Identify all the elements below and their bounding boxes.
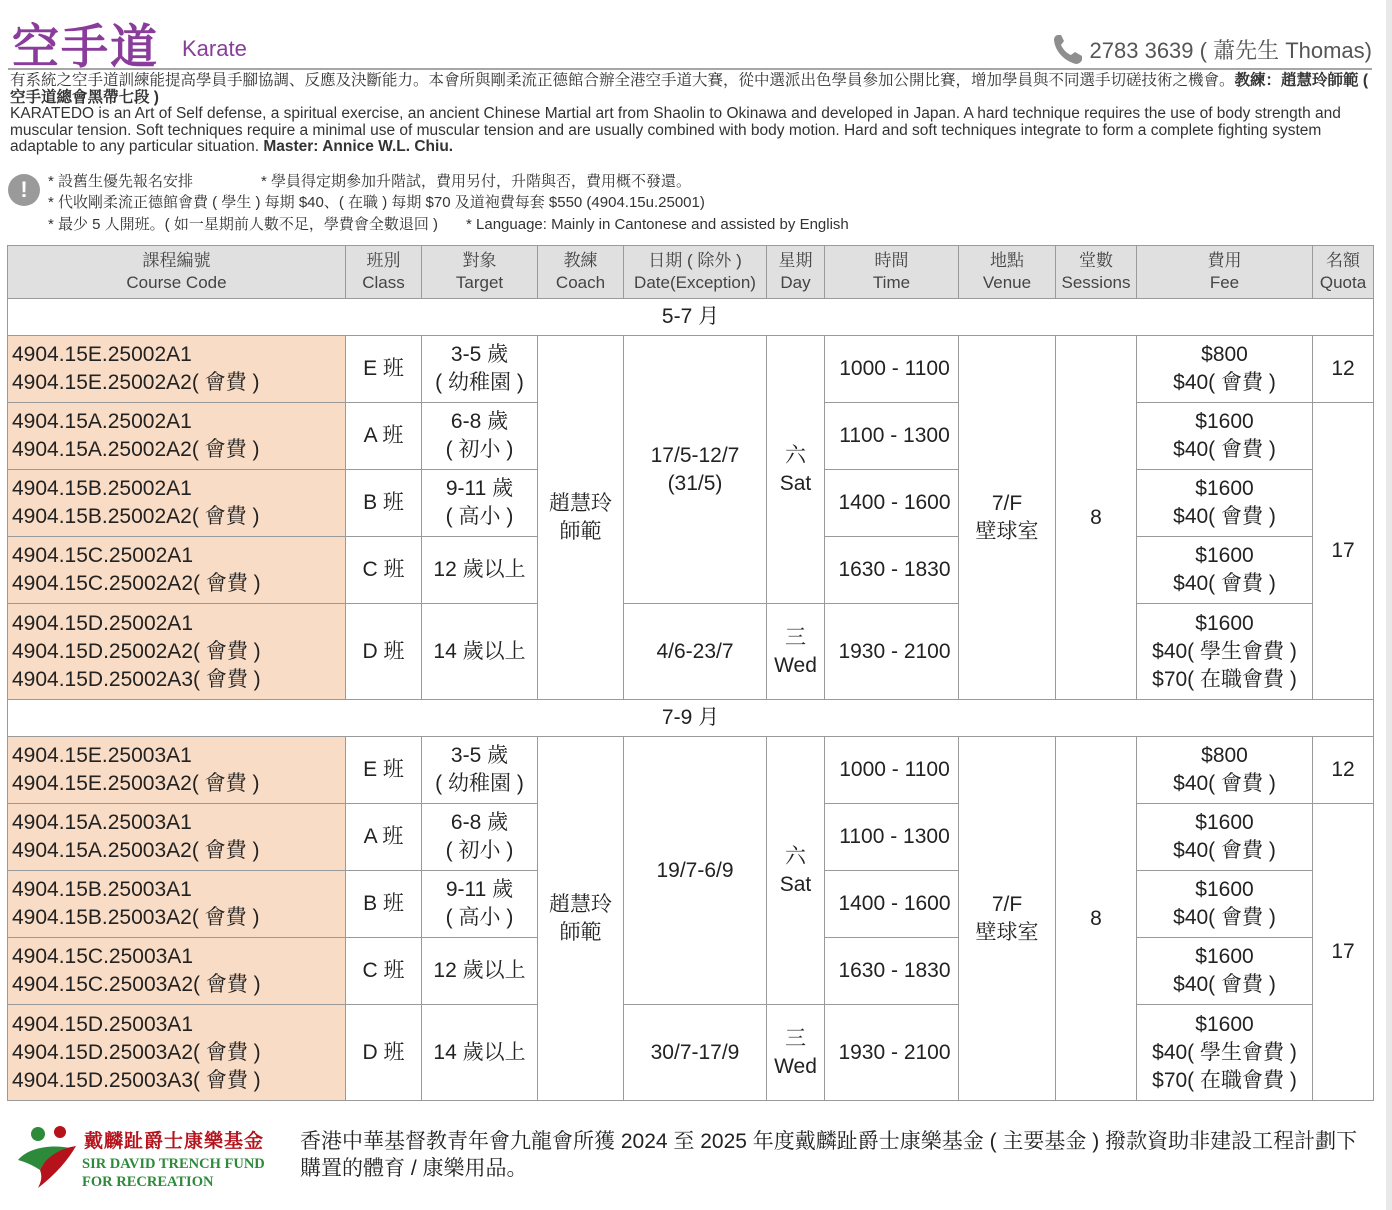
time-cell: 1400 - 1600 <box>825 470 959 537</box>
intro-paragraph <box>10 73 1368 156</box>
time-cell: 1930 - 2100 <box>825 604 959 700</box>
col-header-date: 日期 ( 除外 ) Date(Exception) <box>624 246 767 299</box>
section-period: 5-7 月 <box>8 299 1374 336</box>
phone-contact <box>1052 32 1372 66</box>
target-cell: 6-8 歲 ( 初小 ) <box>422 403 538 470</box>
info-icon: ! <box>8 174 40 206</box>
target-cell: 14 歲以上 <box>422 1005 538 1101</box>
time-cell: 1400 - 1600 <box>825 871 959 938</box>
coach-cell: 趙慧玲 師範 <box>538 336 624 700</box>
fee-cell: $1600 $40( 學生會費 ) $70( 在職會費 ) <box>1137 604 1313 700</box>
col-header-time: 時間 Time <box>825 246 959 299</box>
class-cell: E 班 <box>346 336 422 403</box>
course-code: 4904.15B.25002A1 4904.15B.25002A2( 會費 ) <box>8 470 346 537</box>
fee-cell: $800 $40( 會費 ) <box>1137 737 1313 804</box>
class-cell: C 班 <box>346 537 422 604</box>
title-zh: 空手道 <box>12 20 159 73</box>
time-cell: 1000 - 1100 <box>825 737 959 804</box>
intro-zh: 有系統之空手道訓練能提高學員手腳協調、反應及決斷能力。本會所與剛柔流正德館合辦全港空手道大賽，從中選派出色學員參加公開比賽，增加學員與不同選手切磋技術之機會。 <box>10 72 1235 89</box>
schedule-table <box>7 245 1374 1101</box>
intro-en: KARATEDO is an Art of Self defense, a spiritual exercise, an ancient Chinese Martial art from Shaolin to Okinawa and developed in Japan. A hard technique requires the use of body strength and muscular tension. Soft techniques require a minimal use of muscular tension and are usually combined with body motion. Hard and soft techniques integrate to form a complete fighting system adaptable to any particular situation. <box>10 105 1341 155</box>
fund-logo-en-1: SIR DAVID TRENCH FUND <box>82 1156 265 1172</box>
table-row <box>8 604 1374 700</box>
date-cell: 4/6-23/7 <box>624 604 767 700</box>
course-code: 4904.15E.25003A1 4904.15E.25003A2( 會費 ) <box>8 737 346 804</box>
sessions-cell: 8 <box>1056 336 1137 700</box>
time-cell: 1100 - 1300 <box>825 804 959 871</box>
class-cell: C 班 <box>346 938 422 1005</box>
col-header-class: 班別 Class <box>346 246 422 299</box>
page-header <box>8 6 1372 73</box>
time-cell: 1930 - 2100 <box>825 1005 959 1101</box>
class-cell: A 班 <box>346 403 422 470</box>
fee-cell: $1600 $40( 學生會費 ) $70( 在職會費 ) <box>1137 1005 1313 1101</box>
fee-cell: $1600 $40( 會費 ) <box>1137 871 1313 938</box>
col-header-day: 星期 Day <box>767 246 825 299</box>
venue-cell: 7/F 壁球室 <box>959 336 1056 700</box>
time-cell: 1630 - 1830 <box>825 938 959 1005</box>
class-cell: E 班 <box>346 737 422 804</box>
section-1 <box>8 299 1374 700</box>
time-cell: 1630 - 1830 <box>825 537 959 604</box>
time-cell: 1100 - 1300 <box>825 403 959 470</box>
class-cell: B 班 <box>346 871 422 938</box>
date-cell: 17/5-12/7 (31/5) <box>624 336 767 604</box>
footer <box>10 1118 1372 1204</box>
note-4: * 最少 5 人開班。( 如一星期前人數不足，學費會全數退回 ) <box>48 216 439 233</box>
quota-cell: 12 <box>1313 737 1374 804</box>
table-row <box>8 336 1374 403</box>
phone-number: 2783 3639 ( 蕭先生 Thomas) <box>1089 37 1372 63</box>
section-period: 7-9 月 <box>8 700 1374 737</box>
fund-logo <box>10 1126 280 1196</box>
target-cell: 12 歲以上 <box>422 537 538 604</box>
fund-logo-en-2: FOR RECREATION <box>82 1174 214 1190</box>
col-header-coach: 教練 Coach <box>538 246 624 299</box>
note-3: * 代收剛柔流正德館會費 ( 學生 ) 每期 $40、( 在職 ) 每期 $70 及道袍費每套 $550 (4904.15u.25001) <box>48 194 705 211</box>
intro-coach: 教練：趙慧玲師範 ( 空手道總會黑帶七段 ) <box>10 72 1368 106</box>
class-cell: B 班 <box>346 470 422 537</box>
table-row <box>8 1005 1374 1101</box>
class-cell: A 班 <box>346 804 422 871</box>
note-row-3 <box>48 214 849 235</box>
quota-cell: 12 <box>1313 336 1374 403</box>
col-header-sessions: 堂數 Sessions <box>1056 246 1137 299</box>
col-header-target: 對象 Target <box>422 246 538 299</box>
class-cell: D 班 <box>346 604 422 700</box>
target-cell: 3-5 歲 ( 幼稚園 ) <box>422 737 538 804</box>
course-code: 4904.15B.25003A1 4904.15B.25003A2( 會費 ) <box>8 871 346 938</box>
table-row <box>8 737 1374 804</box>
fee-cell: $1600 $40( 會費 ) <box>1137 804 1313 871</box>
quota-cell: 17 <box>1313 403 1374 700</box>
class-cell: D 班 <box>346 1005 422 1101</box>
fee-cell: $1600 $40( 會費 ) <box>1137 403 1313 470</box>
note-1: * 設舊生優先報名安排 <box>48 173 194 190</box>
col-header-venue: 地點 Venue <box>959 246 1056 299</box>
fee-cell: $1600 $40( 會費 ) <box>1137 537 1313 604</box>
day-cell: 六 Sat <box>767 336 825 604</box>
course-code: 4904.15C.25003A1 4904.15C.25003A2( 會費 ) <box>8 938 346 1005</box>
course-code: 4904.15A.25003A1 4904.15A.25003A2( 會費 ) <box>8 804 346 871</box>
fee-cell: $800 $40( 會費 ) <box>1137 336 1313 403</box>
day-cell: 六 Sat <box>767 737 825 1005</box>
col-header-quota: 名額 Quota <box>1313 246 1374 299</box>
fund-logo-zh: 戴麟趾爵士康樂基金 <box>84 1131 265 1152</box>
day-cell: 三 Wed <box>767 604 825 700</box>
sessions-cell: 8 <box>1056 737 1137 1101</box>
course-code: 4904.15A.25002A1 4904.15A.25002A2( 會費 ) <box>8 403 346 470</box>
col-header-fee: 費用 Fee <box>1137 246 1313 299</box>
day-cell: 三 Wed <box>767 1005 825 1101</box>
title-en: Karate <box>182 36 247 61</box>
intro-master: Master: Annice W.L. Chiu. <box>263 138 454 155</box>
target-cell: 6-8 歲 ( 初小 ) <box>422 804 538 871</box>
target-cell: 12 歲以上 <box>422 938 538 1005</box>
phone-icon <box>1052 32 1084 66</box>
fund-logo-icon <box>10 1126 80 1196</box>
time-cell: 1000 - 1100 <box>825 336 959 403</box>
course-code: 4904.15D.25002A1 4904.15D.25002A2( 會費 ) 4904.15D.25002A3( 會費 ) <box>8 604 346 700</box>
footer-text: 香港中華基督教青年會九龍會所獲 2024 至 2025 年度戴麟趾爵士康樂基金 ( 主要基金 ) 撥款資助非建設工程計劃下購置的體育 / 康樂用品。 <box>300 1130 1358 1180</box>
table-header-row <box>8 246 1374 299</box>
coach-cell: 趙慧玲 師範 <box>538 737 624 1101</box>
date-cell: 30/7-17/9 <box>624 1005 767 1101</box>
course-code: 4904.15D.25003A1 4904.15D.25003A2( 會費 ) 4904.15D.25003A3( 會費 ) <box>8 1005 346 1101</box>
target-cell: 14 歲以上 <box>422 604 538 700</box>
section-2 <box>8 700 1374 1101</box>
col-header-code: 課程編號 Course Code <box>8 246 346 299</box>
note-row-1 <box>48 171 691 192</box>
target-cell: 9-11 歲 ( 高小 ) <box>422 470 538 537</box>
target-cell: 9-11 歲 ( 高小 ) <box>422 871 538 938</box>
course-code: 4904.15C.25002A1 4904.15C.25002A2( 會費 ) <box>8 537 346 604</box>
fee-cell: $1600 $40( 會費 ) <box>1137 470 1313 537</box>
target-cell: 3-5 歲 ( 幼稚園 ) <box>422 336 538 403</box>
venue-cell: 7/F 壁球室 <box>959 737 1056 1101</box>
course-code: 4904.15E.25002A1 4904.15E.25002A2( 會費 ) <box>8 336 346 403</box>
date-cell: 19/7-6/9 <box>624 737 767 1005</box>
note-5: * Language: Mainly in Cantonese and assisted by English <box>466 216 849 233</box>
fee-cell: $1600 $40( 會費 ) <box>1137 938 1313 1005</box>
note-2: * 學員得定期參加升階試，費用另付，升階與否，費用概不發還。 <box>261 173 692 190</box>
quota-cell: 17 <box>1313 804 1374 1101</box>
